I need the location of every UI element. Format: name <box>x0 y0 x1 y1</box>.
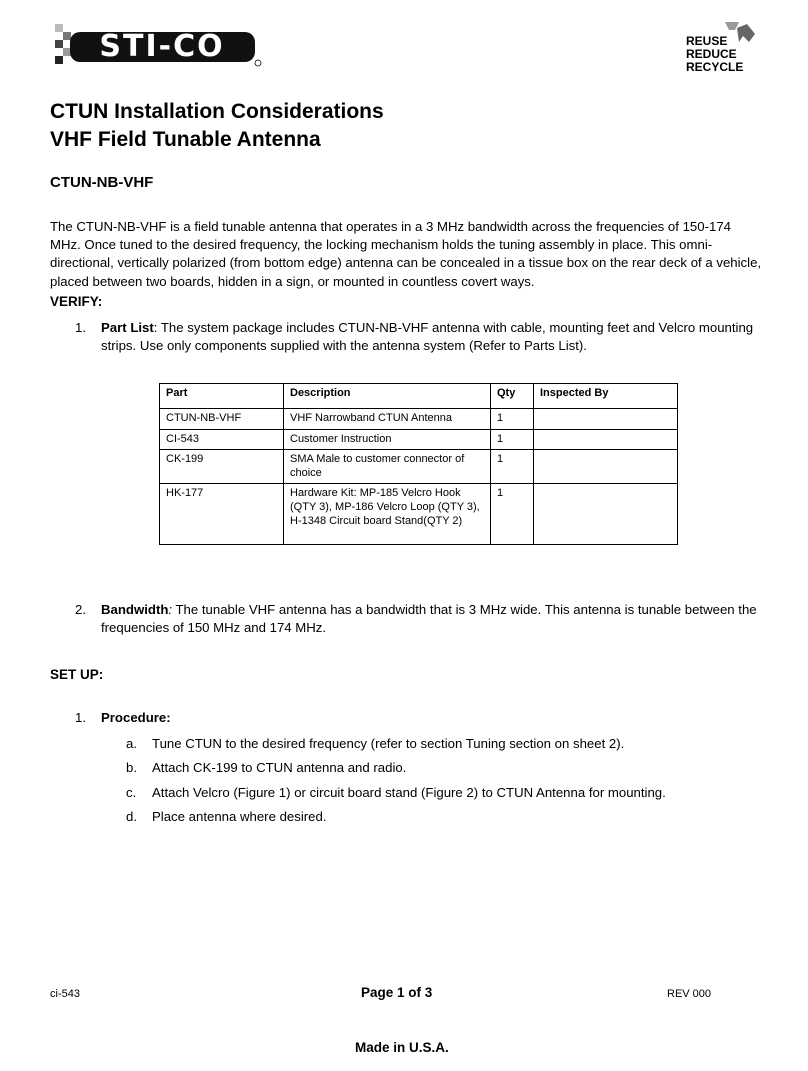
cell-inspected-by <box>534 484 678 545</box>
step-letter: d. <box>126 809 137 824</box>
recycle-line-2: REDUCE <box>686 47 737 61</box>
item-body <box>101 601 765 637</box>
cell-qty: 1 <box>491 484 534 545</box>
verify-item-bandwidth <box>75 601 765 641</box>
cell-part: HK-177 <box>160 484 284 545</box>
step-letter: b. <box>126 760 137 775</box>
step-letter: a. <box>126 736 137 751</box>
item-number: 1. <box>75 710 86 725</box>
item-label: Part List <box>101 320 154 335</box>
cell-description: VHF Narrowband CTUN Antenna <box>284 409 491 430</box>
cell-description: SMA Male to customer connector of choice <box>284 450 491 484</box>
setup-item-procedure <box>75 709 765 729</box>
cell-description: Hardware Kit: MP-185 Velcro Hook (QTY 3), MP-186 Velcro Loop (QTY 3), H-1348 Circuit board Stand(QTY 2) <box>284 484 491 545</box>
item-label: Bandwidth <box>101 602 169 617</box>
stico-logo-graphic <box>52 18 264 68</box>
parts-table <box>159 383 678 545</box>
cell-qty: 1 <box>491 429 534 450</box>
verify-item-part-list <box>75 319 765 359</box>
cell-qty: 1 <box>491 409 534 430</box>
cell-inspected-by <box>534 429 678 450</box>
table-row <box>160 429 678 450</box>
item-number: 2. <box>75 602 86 617</box>
item-label: Procedure: <box>101 710 171 725</box>
footer-page-number: Page 1 of 3 <box>361 985 433 1000</box>
footer-revision: REV 000 <box>667 988 712 1000</box>
cell-description: Customer Instruction <box>284 429 491 450</box>
item-text: The system package includes CTUN-NB-VHF antenna with cable, mounting feet and Velcro mounting strips. Use only components supplied with the antenna system (Refer to Parts List). <box>101 320 754 354</box>
document-title <box>50 98 384 154</box>
col-header-inspected-by: Inspected By <box>534 384 678 409</box>
title-line-1: CTUN Installation Considerations <box>50 100 384 123</box>
cell-part: CI-543 <box>160 429 284 450</box>
model-heading: CTUN-NB-VHF <box>50 174 154 191</box>
item-number: 1. <box>75 320 86 335</box>
table-row <box>160 450 678 484</box>
step-text: Place antenna where desired. <box>152 809 327 824</box>
stico-logo <box>52 18 264 68</box>
item-text: The tunable VHF antenna has a bandwidth that is 3 MHz wide. This antenna is tunable between the frequencies of 150 MHz and 174 MHz. <box>101 602 757 636</box>
footer-doc-id: ci-543 <box>50 988 80 1000</box>
step-letter: c. <box>126 785 137 800</box>
col-header-qty: Qty <box>491 384 534 409</box>
item-body <box>101 709 171 727</box>
step-text: Attach Velcro (Figure 1) or circuit board stand (Figure 2) to CTUN Antenna for mounting. <box>152 785 666 800</box>
cell-inspected-by <box>534 409 678 430</box>
logo-text: STI-CO <box>99 29 225 64</box>
cell-inspected-by <box>534 450 678 484</box>
recycle-icon <box>685 20 761 72</box>
setup-heading: SET UP: <box>50 667 104 682</box>
verify-heading: VERIFY: <box>50 294 103 309</box>
table-header-row <box>160 384 678 409</box>
table-row <box>160 409 678 430</box>
step-text: Tune CTUN to the desired frequency (refer to section Tuning section on sheet 2). <box>152 736 625 751</box>
intro-paragraph: The CTUN-NB-VHF is a field tunable antenna that operates in a 3 MHz bandwidth across the frequencies of 150-174 MHz. Once tuned to the desired frequency, the locking mechanism holds the tuning assembly in place. This omni-directional, vertically polarized (from bottom edge) antenna can be concealed in a tissue box on the rear deck of a vehicle, placed between two boards, hidden in a sign, or mounted in countless covert ways. <box>50 219 762 289</box>
recycle-badge <box>685 20 761 72</box>
cell-part: CK-199 <box>160 450 284 484</box>
item-separator: : <box>168 602 173 617</box>
col-header-part: Part <box>160 384 284 409</box>
title-line-2: VHF Field Tunable Antenna <box>50 128 321 151</box>
table-row <box>160 484 678 545</box>
recycle-line-3: RECYCLE <box>686 60 744 72</box>
item-body <box>101 319 765 355</box>
item-separator: : <box>153 320 158 335</box>
recycle-line-1: REUSE <box>686 34 728 48</box>
made-in-label: Made in U.S.A. <box>355 1040 449 1055</box>
step-text: Attach CK-199 to CTUN antenna and radio. <box>152 760 407 775</box>
cell-part: CTUN-NB-VHF <box>160 409 284 430</box>
cell-qty: 1 <box>491 450 534 484</box>
col-header-description: Description <box>284 384 491 409</box>
